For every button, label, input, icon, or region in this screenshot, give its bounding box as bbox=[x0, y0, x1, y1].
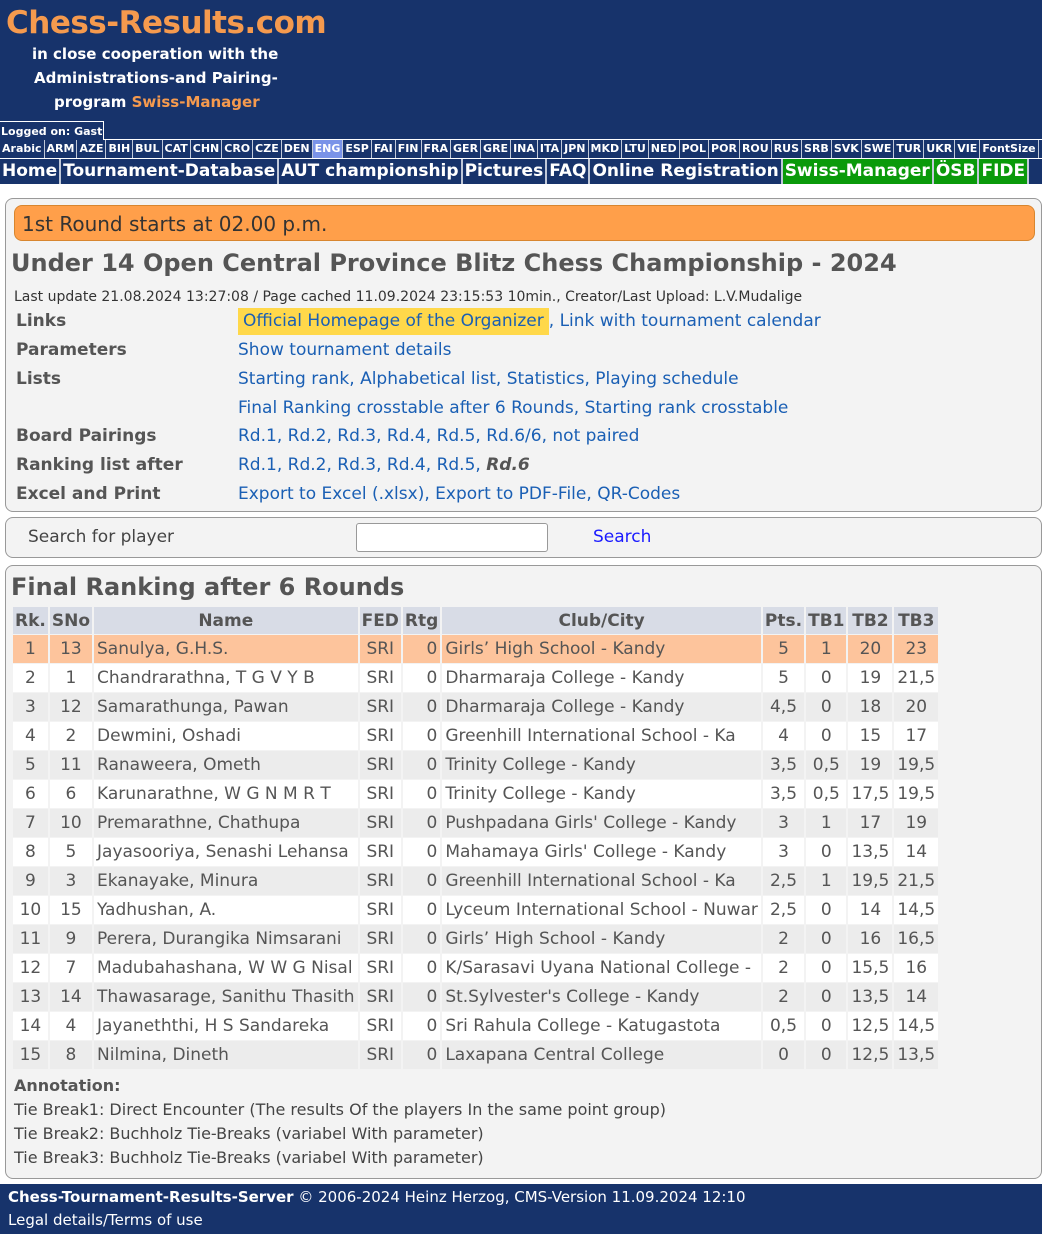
excel-print-row: Excel and Print Export to Excel (.xlsx), Export to PDF-File, QR-Codes bbox=[16, 484, 681, 504]
column-header-pts[interactable]: Pts. bbox=[763, 607, 804, 634]
tb1-cell: 0 bbox=[806, 925, 846, 953]
table-row bbox=[13, 751, 938, 779]
player-name-link[interactable]: Chandrarathna, T G V Y B bbox=[94, 664, 358, 692]
language-cro[interactable]: CRO bbox=[222, 140, 253, 158]
table-row bbox=[13, 664, 938, 692]
start-number-cell: 2 bbox=[50, 722, 92, 750]
nav-pictures[interactable]: Pictures bbox=[463, 159, 548, 184]
ranking-table-header bbox=[13, 607, 938, 634]
logged-on-status: Logged on: Gast bbox=[0, 121, 104, 140]
federation-cell: SRI bbox=[360, 925, 401, 953]
nav-tournament-database[interactable]: Tournament-Database bbox=[61, 159, 279, 184]
points-cell: 2 bbox=[763, 983, 804, 1011]
ranking-list-row bbox=[6, 451, 1041, 479]
rating-cell: 0 bbox=[403, 693, 440, 721]
language-bih[interactable]: BIH bbox=[106, 140, 133, 158]
start-number-cell: 7 bbox=[50, 954, 92, 982]
tb3-cell: 14 bbox=[894, 838, 938, 866]
site-logo[interactable] bbox=[6, 4, 326, 114]
rank-cell: 8 bbox=[13, 838, 48, 866]
club-cell: Greenhill International School - Ka bbox=[442, 867, 761, 895]
rating-cell: 0 bbox=[403, 635, 440, 663]
federation-cell: SRI bbox=[360, 867, 401, 895]
pairing-rd-3[interactable]: Rd.3 bbox=[337, 426, 377, 446]
rating-cell: 0 bbox=[403, 751, 440, 779]
language-chn[interactable]: CHN bbox=[191, 140, 223, 158]
tb2-cell: 14 bbox=[848, 896, 892, 924]
language-fai[interactable]: FAI bbox=[372, 140, 396, 158]
federation-cell: SRI bbox=[360, 838, 401, 866]
board-pairings-label: Board Pairings bbox=[16, 426, 157, 446]
rank-cell: 15 bbox=[13, 1041, 48, 1069]
federation-cell: SRI bbox=[360, 1041, 401, 1069]
ranking-rd-1[interactable]: Rd.1 bbox=[238, 455, 277, 475]
start-number-cell: 9 bbox=[50, 925, 92, 953]
points-cell: 5 bbox=[763, 664, 804, 692]
rating-cell: 0 bbox=[403, 954, 440, 982]
rating-cell: 0 bbox=[403, 780, 440, 808]
rank-cell: 11 bbox=[13, 925, 48, 953]
logged-on-row bbox=[0, 120, 1042, 139]
player-name-link[interactable]: Jayasooriya, Senashi Lehansa bbox=[94, 838, 358, 866]
language-den[interactable]: DEN bbox=[282, 140, 313, 158]
club-cell: Lyceum International School - Nuwar bbox=[442, 896, 761, 924]
tb1-cell: 0 bbox=[806, 1041, 846, 1069]
language-mkd[interactable]: MKD bbox=[589, 140, 623, 158]
federation-cell: SRI bbox=[360, 664, 401, 692]
pairing-rd-1[interactable]: Rd.1 bbox=[238, 426, 277, 446]
nav-aut-championship[interactable]: AUT championship bbox=[279, 159, 462, 184]
language-cze[interactable]: CZE bbox=[253, 140, 282, 158]
links-row bbox=[6, 307, 1041, 335]
rating-cell: 0 bbox=[403, 664, 440, 692]
tournament-title: Under 14 Open Central Province Blitz Chess Championship - 2024 bbox=[11, 249, 897, 277]
language-jpn[interactable]: JPN bbox=[562, 140, 588, 158]
player-name-link[interactable]: Ekanayake, Minura bbox=[94, 867, 358, 895]
federation-cell: SRI bbox=[360, 693, 401, 721]
table-row bbox=[13, 838, 938, 866]
export-pdf-link[interactable]: Export to PDF-File bbox=[435, 484, 587, 504]
club-cell: K/Sarasavi Uyana National College - bbox=[442, 954, 761, 982]
start-number-cell: 1 bbox=[50, 664, 92, 692]
column-header-tb3[interactable]: TB3 bbox=[894, 607, 938, 634]
annotation-heading: Annotation: bbox=[14, 1076, 121, 1095]
table-row bbox=[13, 867, 938, 895]
header-banner bbox=[0, 0, 1042, 120]
tb3-cell: 16 bbox=[894, 954, 938, 982]
column-header-club-city[interactable]: Club/City bbox=[442, 607, 761, 634]
player-name-link[interactable]: Dewmini, Oshadi bbox=[94, 722, 358, 750]
links-values: Official Homepage of the Organizer , Link with tournament calendar bbox=[238, 311, 821, 331]
club-cell: Pushpadana Girls' College - Kandy bbox=[442, 809, 761, 837]
search-button[interactable]: Search bbox=[593, 527, 652, 547]
starting-crosstable-link[interactable]: Starting rank crosstable bbox=[584, 398, 789, 418]
rating-cell: 0 bbox=[403, 925, 440, 953]
rank-cell: 3 bbox=[13, 693, 48, 721]
language-arabic[interactable]: Arabic bbox=[0, 140, 45, 158]
points-cell: 0 bbox=[763, 1041, 804, 1069]
language-fontsize[interactable]: FontSize bbox=[980, 140, 1038, 158]
rank-cell: 4 bbox=[13, 722, 48, 750]
language-srb[interactable]: SRB bbox=[802, 140, 832, 158]
club-cell: Laxapana Central College bbox=[442, 1041, 761, 1069]
nav-faq[interactable]: FAQ bbox=[547, 159, 590, 184]
table-row bbox=[13, 1012, 938, 1040]
tb2-cell: 12,5 bbox=[848, 1041, 892, 1069]
export-excel-link[interactable]: Export to Excel (.xlsx) bbox=[238, 484, 425, 504]
tb3-cell: 13,5 bbox=[894, 1041, 938, 1069]
column-header-tb2[interactable]: TB2 bbox=[848, 607, 892, 634]
pairing-rd-2[interactable]: Rd.2 bbox=[287, 426, 327, 446]
last-update: Last update 21.08.2024 13:27:08 / Page cached 11.09.2024 23:15:53 10min., Creator/Last Upload: L.V.Mudalige bbox=[14, 289, 803, 305]
ranking-list-label: Ranking list after bbox=[16, 455, 183, 475]
points-cell: 0,5 bbox=[763, 1012, 804, 1040]
points-cell: 4 bbox=[763, 722, 804, 750]
start-number-cell: 4 bbox=[50, 1012, 92, 1040]
points-cell: 2 bbox=[763, 954, 804, 982]
player-name-link[interactable]: Karunarathne, W G N M R T bbox=[94, 780, 358, 808]
pairing-rd-4[interactable]: Rd.4 bbox=[386, 426, 426, 446]
rank-cell: 7 bbox=[13, 809, 48, 837]
table-row bbox=[13, 780, 938, 808]
tb1-cell: 1 bbox=[806, 635, 846, 663]
annotation-tb2: Tie Break2: Buchholz Tie-Breaks (variabel With parameter) bbox=[14, 1124, 484, 1143]
federation-cell: SRI bbox=[360, 722, 401, 750]
federation-cell: SRI bbox=[360, 635, 401, 663]
footer-copyright: © 2006-2024 Heinz Herzog, CMS-Version 11.09.2024 12:10 bbox=[298, 1188, 746, 1206]
ranking-table bbox=[11, 606, 940, 1070]
table-row bbox=[13, 1041, 938, 1069]
club-cell: Sri Rahula College - Katugastota bbox=[442, 1012, 761, 1040]
rank-cell: 13 bbox=[13, 983, 48, 1011]
points-cell: 4,5 bbox=[763, 693, 804, 721]
footer-legal-link[interactable]: Legal details/Terms of use bbox=[8, 1211, 203, 1229]
ranking-list-links: Rd.1, Rd.2, Rd.3, Rd.4, Rd.5, Rd.6 bbox=[238, 455, 530, 475]
start-number-cell: 8 bbox=[50, 1041, 92, 1069]
federation-cell: SRI bbox=[360, 751, 401, 779]
page-footer bbox=[0, 1184, 1042, 1234]
language-bar bbox=[0, 139, 1042, 158]
tb2-cell: 19,5 bbox=[848, 867, 892, 895]
tb3-cell: 23 bbox=[894, 635, 938, 663]
tournament-info-panel bbox=[5, 198, 1042, 512]
points-cell: 3 bbox=[763, 838, 804, 866]
logo-title: Chess-Results.com bbox=[6, 5, 327, 41]
tb3-cell: 14,5 bbox=[894, 1012, 938, 1040]
start-number-cell: 11 bbox=[50, 751, 92, 779]
board-pairings-links: Rd.1, Rd.2, Rd.3, Rd.4, Rd.5, Rd.6/6, not paired bbox=[238, 426, 640, 446]
tb1-cell: 0,5 bbox=[806, 780, 846, 808]
club-cell: Trinity College - Kandy bbox=[442, 751, 761, 779]
footer-copyright-line bbox=[8, 1188, 746, 1206]
tb2-cell: 15 bbox=[848, 722, 892, 750]
points-cell: 2,5 bbox=[763, 867, 804, 895]
rating-cell: 0 bbox=[403, 1012, 440, 1040]
language-fra[interactable]: FRA bbox=[422, 140, 452, 158]
federation-cell: SRI bbox=[360, 809, 401, 837]
statistics-link[interactable]: Statistics bbox=[506, 369, 585, 389]
tb3-cell: 17 bbox=[894, 722, 938, 750]
rating-cell: 0 bbox=[403, 867, 440, 895]
logo-tagline-3-prefix: program bbox=[54, 93, 127, 111]
logo-tagline-1: in close cooperation with the bbox=[32, 45, 279, 63]
language-aze[interactable]: AZE bbox=[77, 140, 106, 158]
player-name-link[interactable]: Samarathunga, Pawan bbox=[94, 693, 358, 721]
column-header-rtg[interactable]: Rtg bbox=[403, 607, 440, 634]
player-name-link[interactable]: Yadhushan, A. bbox=[94, 896, 358, 924]
starting-rank-link[interactable]: Starting rank bbox=[238, 369, 350, 389]
nav-home[interactable]: Home bbox=[0, 159, 61, 184]
final-crosstable-link[interactable]: Final Ranking crosstable after 6 Rounds bbox=[238, 398, 574, 418]
rank-cell: 9 bbox=[13, 867, 48, 895]
start-number-cell: 10 bbox=[50, 809, 92, 837]
tb3-cell: 19,5 bbox=[894, 751, 938, 779]
language-ned[interactable]: NED bbox=[649, 140, 680, 158]
points-cell: 2 bbox=[763, 925, 804, 953]
rank-cell: 5 bbox=[13, 751, 48, 779]
column-header-fed[interactable]: FED bbox=[360, 607, 401, 634]
start-number-cell: 6 bbox=[50, 780, 92, 808]
round-notice: 1st Round starts at 02.00 p.m. bbox=[14, 205, 1035, 241]
language-eng[interactable]: ENG bbox=[313, 140, 344, 158]
tb2-cell: 16 bbox=[848, 925, 892, 953]
rank-cell: 14 bbox=[13, 1012, 48, 1040]
tb2-cell: 17 bbox=[848, 809, 892, 837]
federation-cell: SRI bbox=[360, 954, 401, 982]
logo-tagline-3 bbox=[6, 90, 326, 114]
alphabetical-list-link[interactable]: Alphabetical list bbox=[360, 369, 496, 389]
excel-print-label: Excel and Print bbox=[16, 484, 161, 504]
nav-online-registration[interactable]: Online Registration bbox=[590, 159, 782, 184]
tb2-cell: 17,5 bbox=[848, 780, 892, 808]
club-cell: St.Sylvester's College - Kandy bbox=[442, 983, 761, 1011]
table-row bbox=[13, 693, 938, 721]
rank-cell: 2 bbox=[13, 664, 48, 692]
final-ranking-panel bbox=[5, 565, 1042, 1179]
rank-cell: 1 bbox=[13, 635, 48, 663]
player-name-link[interactable]: Jayaneththi, H S Sandareka bbox=[94, 1012, 358, 1040]
tb3-cell: 21,5 bbox=[894, 867, 938, 895]
points-cell: 3 bbox=[763, 809, 804, 837]
tb1-cell: 0 bbox=[806, 664, 846, 692]
tb1-cell: 1 bbox=[806, 809, 846, 837]
language-ltu[interactable]: LTU bbox=[622, 140, 649, 158]
rating-cell: 0 bbox=[403, 809, 440, 837]
language-ita[interactable]: ITA bbox=[538, 140, 562, 158]
tb1-cell: 0 bbox=[806, 838, 846, 866]
start-number-cell: 3 bbox=[50, 867, 92, 895]
rank-cell: 6 bbox=[13, 780, 48, 808]
rating-cell: 0 bbox=[403, 983, 440, 1011]
tb3-cell: 21,5 bbox=[894, 664, 938, 692]
language-ukr[interactable]: UKR bbox=[924, 140, 955, 158]
player-name-link[interactable]: Ranaweera, Ometh bbox=[94, 751, 358, 779]
ranking-rd-2[interactable]: Rd.2 bbox=[287, 455, 327, 475]
tb1-cell: 0 bbox=[806, 983, 846, 1011]
club-cell: Mahamaya Girls' College - Kandy bbox=[442, 838, 761, 866]
tb3-cell: 20 bbox=[894, 693, 938, 721]
tb1-cell: 0,5 bbox=[806, 751, 846, 779]
tb1-cell: 0 bbox=[806, 1012, 846, 1040]
logo-swiss-manager: Swiss-Manager bbox=[131, 93, 260, 111]
federation-cell: SRI bbox=[360, 896, 401, 924]
ranking-rd-5[interactable]: Rd.5 bbox=[436, 455, 476, 475]
tb2-cell: 20 bbox=[848, 635, 892, 663]
tb3-cell: 19 bbox=[894, 809, 938, 837]
tb3-cell: 14,5 bbox=[894, 896, 938, 924]
search-label: Search for player bbox=[28, 527, 175, 547]
start-number-cell: 14 bbox=[50, 983, 92, 1011]
player-name-link[interactable]: Thawasarage, Sanithu Thasith bbox=[94, 983, 358, 1011]
language-bul[interactable]: BUL bbox=[133, 140, 162, 158]
tb2-cell: 19 bbox=[848, 751, 892, 779]
club-cell: Dharmaraja College - Kandy bbox=[442, 664, 761, 692]
parameters-row bbox=[6, 336, 1041, 364]
start-number-cell: 12 bbox=[50, 693, 92, 721]
rating-cell: 0 bbox=[403, 838, 440, 866]
ranking-current-round: Rd.6 bbox=[486, 455, 530, 475]
player-name-link[interactable]: Madubahashana, W W G Nisal bbox=[94, 954, 358, 982]
tb3-cell: 14 bbox=[894, 983, 938, 1011]
tournament-details-link[interactable]: Show tournament details bbox=[238, 340, 452, 360]
language-arm[interactable]: ARM bbox=[45, 140, 78, 158]
language-rus[interactable]: RUS bbox=[772, 140, 802, 158]
club-cell: Trinity College - Kandy bbox=[442, 780, 761, 808]
language-cat[interactable]: CAT bbox=[163, 140, 191, 158]
tournament-calendar-link[interactable]: Link with tournament calendar bbox=[559, 311, 821, 331]
tb2-cell: 13,5 bbox=[848, 983, 892, 1011]
lists-row: Lists Starting rank, Alphabetical list, Statistics, Playing schedule bbox=[16, 369, 739, 389]
pairing-rd-5[interactable]: Rd.5 bbox=[436, 426, 476, 446]
points-cell: 2,5 bbox=[763, 896, 804, 924]
points-cell: 3,5 bbox=[763, 751, 804, 779]
club-cell: Girls’ High School - Kandy bbox=[442, 925, 761, 953]
tb1-cell: 1 bbox=[806, 867, 846, 895]
language-swe[interactable]: SWE bbox=[862, 140, 895, 158]
rank-cell: 10 bbox=[13, 896, 48, 924]
column-header-sno[interactable]: SNo bbox=[50, 607, 92, 634]
links-label: Links bbox=[16, 311, 67, 331]
ranking-rd-3[interactable]: Rd.3 bbox=[337, 455, 377, 475]
footer-server-link[interactable]: Chess-Tournament-Results-Server bbox=[8, 1188, 294, 1206]
board-pairings-row bbox=[6, 422, 1041, 450]
rank-cell: 12 bbox=[13, 954, 48, 982]
player-search-input[interactable] bbox=[356, 523, 548, 552]
table-row bbox=[13, 809, 938, 837]
parameters-label: Parameters bbox=[16, 340, 127, 360]
language-tur[interactable]: TUR bbox=[894, 140, 924, 158]
column-header-name[interactable]: Name bbox=[94, 607, 358, 634]
organizer-homepage-link[interactable]: Official Homepage of the Organizer bbox=[238, 308, 549, 335]
player-name-link[interactable]: Perera, Durangika Nimsarani bbox=[94, 925, 358, 953]
club-cell: Dharmaraja College - Kandy bbox=[442, 693, 761, 721]
final-ranking-title: Final Ranking after 6 Rounds bbox=[11, 573, 405, 601]
start-number-cell: 13 bbox=[50, 635, 92, 663]
table-row bbox=[13, 925, 938, 953]
player-name-link[interactable]: Sanulya, G.H.S. bbox=[94, 635, 358, 663]
player-search-panel bbox=[5, 517, 1042, 558]
tb2-cell: 18 bbox=[848, 693, 892, 721]
points-cell: 5 bbox=[763, 635, 804, 663]
table-row bbox=[13, 954, 938, 982]
tb3-cell: 19,5 bbox=[894, 780, 938, 808]
rating-cell: 0 bbox=[403, 722, 440, 750]
language-por[interactable]: POR bbox=[709, 140, 740, 158]
points-cell: 3,5 bbox=[763, 780, 804, 808]
table-row bbox=[13, 983, 938, 1011]
tb1-cell: 0 bbox=[806, 954, 846, 982]
annotation-tb1: Tie Break1: Direct Encounter (The results Of the players In the same point group) bbox=[14, 1100, 667, 1119]
tb3-cell: 16,5 bbox=[894, 925, 938, 953]
start-number-cell: 5 bbox=[50, 838, 92, 866]
tb2-cell: 13,5 bbox=[848, 838, 892, 866]
qr-codes-link[interactable]: QR-Codes bbox=[597, 484, 681, 504]
club-cell: Greenhill International School - Ka bbox=[442, 722, 761, 750]
language-esp[interactable]: ESP bbox=[343, 140, 372, 158]
language-vie[interactable]: VIE bbox=[955, 140, 980, 158]
nav-osb[interactable]: ÖSB bbox=[934, 159, 980, 184]
annotation-tb3: Tie Break3: Buchholz Tie-Breaks (variabel With parameter) bbox=[14, 1148, 484, 1167]
club-cell: Girls’ High School - Kandy bbox=[442, 635, 761, 663]
language-pol[interactable]: POL bbox=[680, 140, 709, 158]
playing-schedule-link[interactable]: Playing schedule bbox=[595, 369, 739, 389]
rating-cell: 0 bbox=[403, 1041, 440, 1069]
federation-cell: SRI bbox=[360, 780, 401, 808]
lists-label: Lists bbox=[16, 369, 62, 389]
pairing-rd-6-6[interactable]: Rd.6/6 bbox=[486, 426, 542, 446]
ranking-rd-4[interactable]: Rd.4 bbox=[386, 455, 426, 475]
logo-tagline-2: Administrations-and Pairing- bbox=[34, 69, 278, 87]
player-name-link[interactable]: Premarathne, Chathupa bbox=[94, 809, 358, 837]
table-row bbox=[13, 896, 938, 924]
main-nav bbox=[0, 158, 1042, 184]
tb2-cell: 19 bbox=[848, 664, 892, 692]
language-gre[interactable]: GRE bbox=[481, 140, 511, 158]
column-header-tb1[interactable]: TB1 bbox=[806, 607, 846, 634]
start-number-cell: 15 bbox=[50, 896, 92, 924]
tb1-cell: 0 bbox=[806, 722, 846, 750]
language-fin[interactable]: FIN bbox=[396, 140, 422, 158]
player-name-link[interactable]: Nilmina, Dineth bbox=[94, 1041, 358, 1069]
tb2-cell: 12,5 bbox=[848, 1012, 892, 1040]
language-ger[interactable]: GER bbox=[451, 140, 481, 158]
nav-swiss-manager[interactable]: Swiss-Manager bbox=[783, 159, 934, 184]
tb2-cell: 15,5 bbox=[848, 954, 892, 982]
federation-cell: SRI bbox=[360, 983, 401, 1011]
language-rou[interactable]: ROU bbox=[740, 140, 772, 158]
language-svk[interactable]: SVK bbox=[832, 140, 862, 158]
not-paired-link[interactable]: not paired bbox=[552, 426, 640, 446]
language-ina[interactable]: INA bbox=[511, 140, 538, 158]
column-header-rk[interactable]: Rk. bbox=[13, 607, 48, 634]
nav-fide[interactable]: FIDE bbox=[979, 159, 1029, 184]
rating-cell: 0 bbox=[403, 896, 440, 924]
tb1-cell: 0 bbox=[806, 896, 846, 924]
crosstable-row: Final Ranking crosstable after 6 Rounds, Starting rank crosstable bbox=[238, 398, 789, 418]
table-row bbox=[13, 722, 938, 750]
federation-cell: SRI bbox=[360, 1012, 401, 1040]
tb1-cell: 0 bbox=[806, 693, 846, 721]
table-row bbox=[13, 635, 938, 663]
